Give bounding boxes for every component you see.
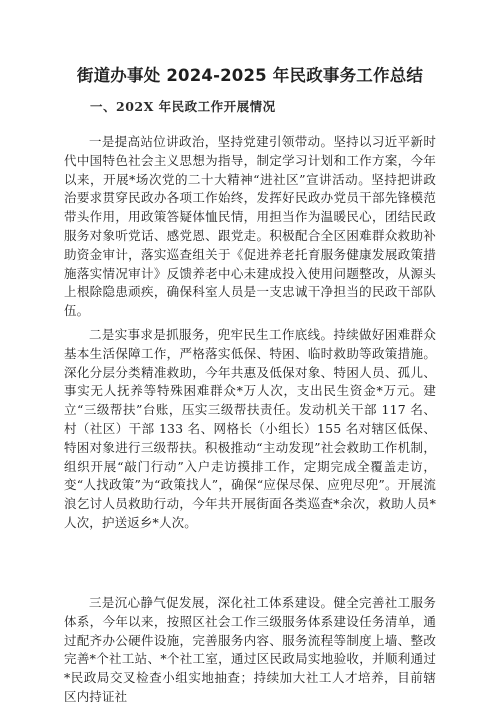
document-title: 街道办事处 2024-2025 年民政事务工作总结 [76, 66, 424, 85]
paragraph-1: 一是提高站位讲政治，坚持党建引领带动。坚持以习近平新时代中国特色社会主义思想为指导，制定学习计划和工作方案，今年以来，开展*场次党的二十大精神“进社区”宣讲活动。坚持把讲政治要求贯穿民政办各项工作始终，发挥好民政办党员干部先锋模范带头作用，用政策答疑体恤民情，用担当作为温暖民心，团结民政服务对象听党话、感党恩、跟党走。积极配合全区困难群众救助补助资金审计，落实巡查组关于《促进养老托育服务健康发展政策措施落实情况审计》反馈养老中心未建成投入使用问题整改，从源头上根除隐患顽疾，确保科室人员是一支忠诚干净担当的民政干部队伍。 [64, 134, 436, 319]
paragraph-3: 三是沉心静气促发展，深化社工体系建设。健全完善社工服务体系，今年以来，按照区社会工作三级服务体系建设任务清单，通过配齐办公硬件设施，完善服务内容、服务流程等制度上墙、整改完善*个社工站、*个社工室，通过区民政局实地验收，并顺利通过*民政局交叉检查小组实地抽查；持续加大社工人才培养，目前辖区内持证社 [64, 595, 436, 704]
paragraph-2: 二是实事求是抓服务，兜牢民生工作底线。持续做好困难群众基本生活保障工作，严格落实低保、特困、临时救助等政策措施。深化分层分类精准救助，今年共惠及低保对象、特困人员、孤儿、事实无人抚养等特殊困难群众*万人次，支出民生资金*万元。建立“三级帮扶”台账，压实三级帮扶责任。发动机关干部 117 名、村（社区）干部 133 名、网格长（小组长）155 名对辖区低保、特困对象进行三级帮扶。积极推动“主动发现”社会救助工作机制，组织开展“敲门行动”入户走访摸排工作，定期完成全覆盖走访，变“人找政策”为“政策找人”，确保“应保尽保、应兜尽兜”。开展流浪乞讨人员救助行动，今年共开展街面各类巡查*余次，救助人员*人次，护送返乡*人次。 [64, 327, 436, 530]
section-heading: 一、202X 年民政工作开展情况 [90, 99, 276, 114]
